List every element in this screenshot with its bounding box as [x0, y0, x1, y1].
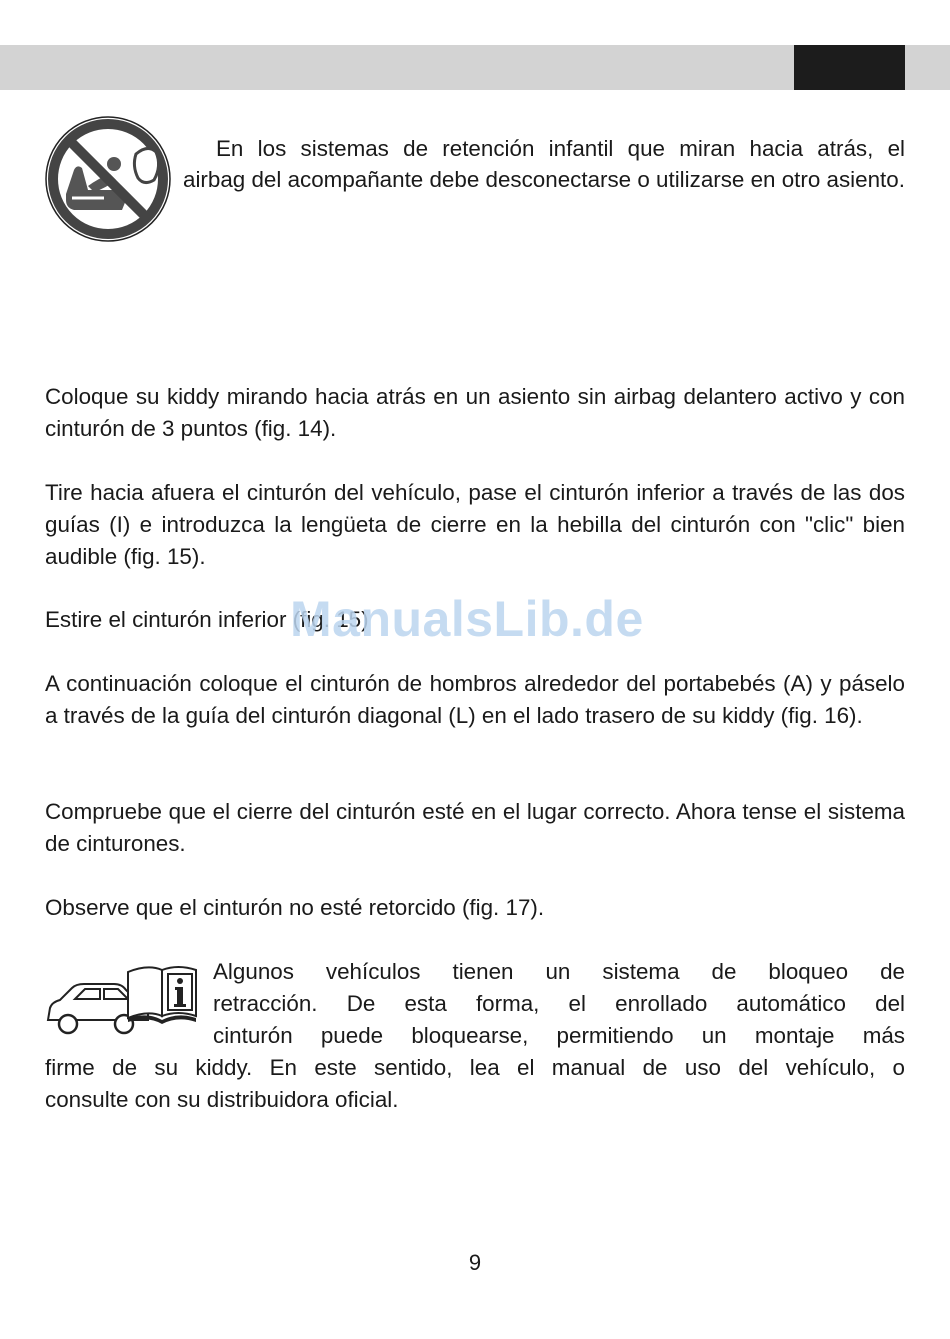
header-tab-block [794, 45, 905, 90]
info-note-line4: firme de su kiddy. En este sentido, lea el manual de uso del vehículo, o [45, 1055, 905, 1080]
info-note-line3: cinturón puede bloquearse, permitiendo un montaje más [213, 1023, 905, 1048]
airbag-warning-line1: En los sistemas de retención infantil que miran hacia atrás, el [216, 136, 905, 161]
paragraph-position-seat: Coloque su kiddy mirando hacia atrás en un asiento sin airbag delantero activo y con cinturón de 3 puntos (fig. 14). [45, 384, 905, 441]
airbag-warning-text [183, 133, 905, 195]
airbag-warning-rest: airbag del acompañante debe desconectarse o utilizarse en otro asiento. [183, 167, 905, 192]
no-rear-facing-seat-with-airbag-icon [44, 114, 172, 244]
info-note-text [45, 956, 905, 1116]
page-number: 9 [468, 1250, 482, 1275]
paragraph-belt-not-twisted: Observe que el cinturón no esté retorcido (fig. 17). [45, 895, 545, 920]
info-note-line1: Algunos vehículos tienen un sistema de bloqueo de [213, 959, 905, 984]
paragraph-tighten-lap-belt: Estire el cinturón inferior (fig. 15) [45, 607, 369, 632]
info-note-line2: retracción. De esta forma, el enrollado automático del [213, 991, 905, 1016]
watermark: ManualsLib.de [290, 591, 644, 647]
paragraph-check-buckle: Compruebe que el cierre del cinturón esté en el lugar correcto. Ahora tense el sistema de cinturones. [45, 799, 905, 856]
info-note-line5: consulte con su distribuidora oficial. [45, 1087, 399, 1112]
paragraph-pull-belt: Tire hacia afuera el cinturón del vehículo, pase el cinturón inferior a través de las dos guías (I) e introduzca la lengüeta de cierre en la hebilla del cinturón con "clic" bien audible (fig. 15). [45, 480, 905, 569]
paragraph-shoulder-belt: A continuación coloque el cinturón de hombros alrededor del portabebés (A) y páselo a través de la guía del cinturón diagonal (L) en el lado trasero de su kiddy (fig. 16). [45, 671, 905, 728]
